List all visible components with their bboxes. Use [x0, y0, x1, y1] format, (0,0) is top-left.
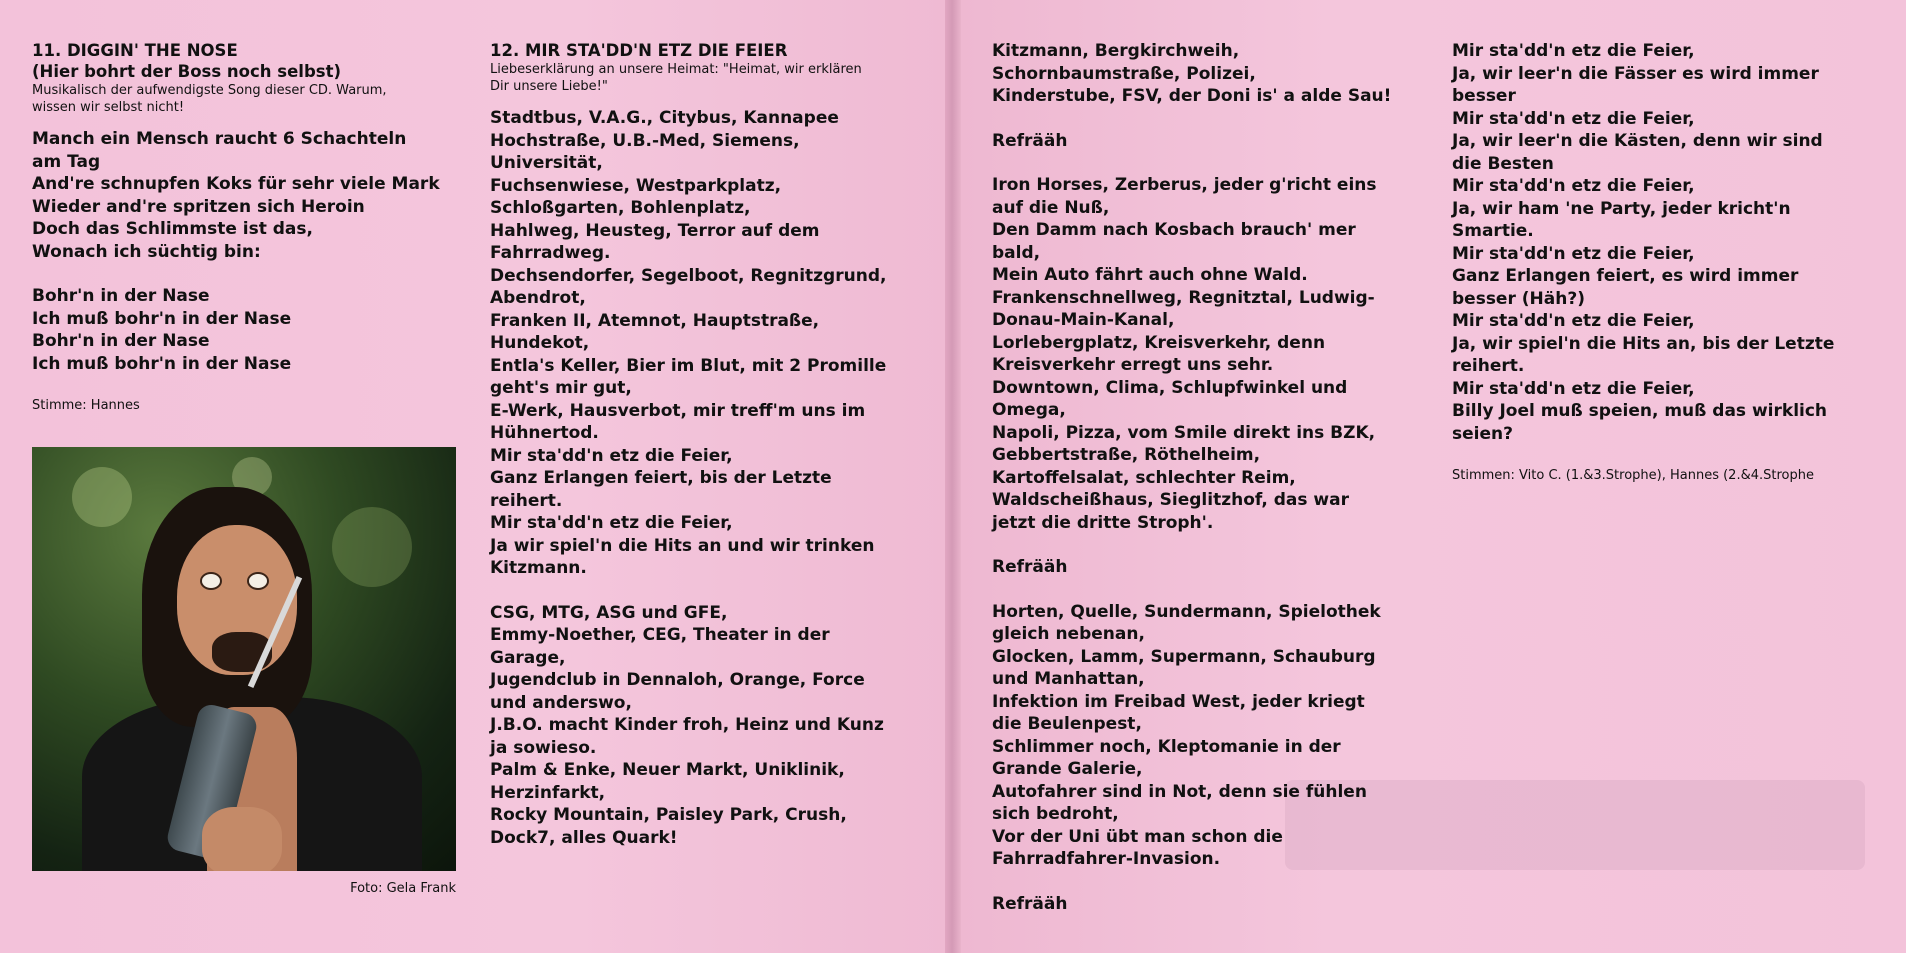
song-12-note: Liebeserklärung an unsere Heimat: "Heimat, wir erklären Dir unsere Liebe!": [490, 62, 862, 94]
song-12-verse-4: Horten, Quelle, Sundermann, Spielothek gleich nebenan, Glocken, Lamm, Supermann, Schauburg und Manhattan, Infektion im Freibad West, jeder kriegt die Beulenpest, Schlimmer noch, Kleptomanie in der Grande Galerie, Autofahrer sind in Not, denn sie fühlen sich bedroht, Vor der Uni übt man schon die Fahrradfahrer-Invasion.: [992, 601, 1381, 869]
song-12-refrain-1: Refrääh: [992, 130, 1068, 151]
song-12-final-chorus: Mir sta'dd'n etz die Feier, Ja, wir leer'n die Fässer es wird immer besser Mir sta'dd'n etz die Feier, Ja, wir leer'n die Kästen, denn wir sind die Besten Mir sta'dd'n etz die Feier, Ja, wir ham 'ne Party, jeder kricht'n Smartie. Mir sta'dd'n etz die Feier, Ganz Erlangen feiert, es wird immer besser (Häh?) Mir sta'dd'n etz die Feier, Ja, wir spiel'n die Hits an, bis der Letzte reihert. Mir sta'dd'n etz die Feier, Billy Joel muß speien, muß das wirklich seien?: [1452, 41, 1835, 444]
song-11-title: 11. DIGGIN' THE NOSE: [32, 41, 238, 60]
song-11-credit: Stimme: Hannes: [32, 398, 140, 413]
song-12-refrain-2: Refrääh: [992, 557, 1068, 577]
song-11-chorus: Bohr'n in der Nase Ich muß bohr'n in der Nase Bohr'n in der Nase Ich muß bohr'n in der Nase: [32, 286, 292, 374]
song-11-column: [32, 40, 462, 414]
song-12-column-3: [1452, 40, 1882, 484]
song-12-column-1: [490, 40, 930, 871]
photo-credit: Foto: Gela Frank: [350, 881, 456, 896]
song-12-verse-3: Iron Horses, Zerberus, jeder g'richt eins auf die Nuß, Den Damm nach Kosbach brauch' mer bald, Mein Auto fährt auch ohne Wald. Frankenschnellweg, Regnitztal, Ludwig- Donau-Main-Kanal, Lorlebergplatz, Kreisverkehr, denn Kreisverkehr erregt uns sehr. Downtown, Clima, Schlupfwinkel und Omega, Napoli, Pizza, vom Smile direkt ins BZK, Gebbertstraße, Röthelheim, Kartoffelsalat, schlechter Reim, Waldscheißhaus, Sieglitzhof, das war jetzt die dritte Stroph'.: [992, 175, 1377, 533]
song-11-subtitle: (Hier bohrt der Boss noch selbst): [32, 62, 342, 81]
song-12-column-2: [992, 40, 1422, 937]
photo-man-with-drill: [32, 447, 456, 871]
song-11-note: Musikalisch der aufwendigste Song dieser CD. Warum, wissen wir selbst nicht!: [32, 83, 387, 115]
song-12-credit: Stimmen: Vito C. (1.&3.Strophe), Hannes (2.&4.Strophe: [1452, 468, 1814, 483]
song-12-verse-2-end: Kitzmann, Bergkirchweih, Schornbaumstraße, Polizei, Kinderstube, FSV, der Doni is' a alde Sau!: [992, 41, 1392, 106]
song-11-verse: Manch ein Mensch raucht 6 Schachteln am Tag And're schnupfen Koks für sehr viele Mark Wieder and're spritzen sich Heroin Doch das Schlimmste ist das, Wonach ich süchtig bin:: [32, 129, 440, 262]
booklet-spine: [945, 0, 961, 953]
song-12-refrain-3: Refrääh: [992, 893, 1068, 914]
song-12-title: 12. MIR STA'DD'N ETZ DIE FEIER: [490, 41, 788, 60]
song-12-verse-2: CSG, MTG, ASG und GFE, Emmy-Noether, CEG, Theater in der Garage, Jugendclub in Dennaloh, Orange, Force und anderswo, J.B.O. macht Kinder froh, Heinz und Kunz ja sowieso. Palm & Enke, Neuer Markt, Uniklinik, Herzinfarkt, Rocky Mountain, Paisley Park, Crush, Dock7, alles Quark!: [490, 602, 884, 848]
song-12-verse-1: Stadtbus, V.A.G., Citybus, Kannapee Hochstraße, U.B.-Med, Siemens, Universität, Fuchsenwiese, Westparkplatz, Schloßgarten, Bohlenplatz, Hahlweg, Heusteg, Terror auf dem Fahrradweg. Dechsendorfer, Segelboot, Regnitzgrund, Abendrot, Franken II, Atemnot, Hauptstraße, Hundekot, Entla's Keller, Bier im Blut, mit 2 Promille geht's mir gut, E-Werk, Hausverbot, mir treff'm uns im Hühnertod. Mir sta'dd'n etz die Feier, Ganz Erlangen feiert, bis der Letzte reihert. Mir sta'dd'n etz die Feier, Ja wir spiel'n die Hits an und wir trinken Kitzmann.: [490, 108, 887, 578]
